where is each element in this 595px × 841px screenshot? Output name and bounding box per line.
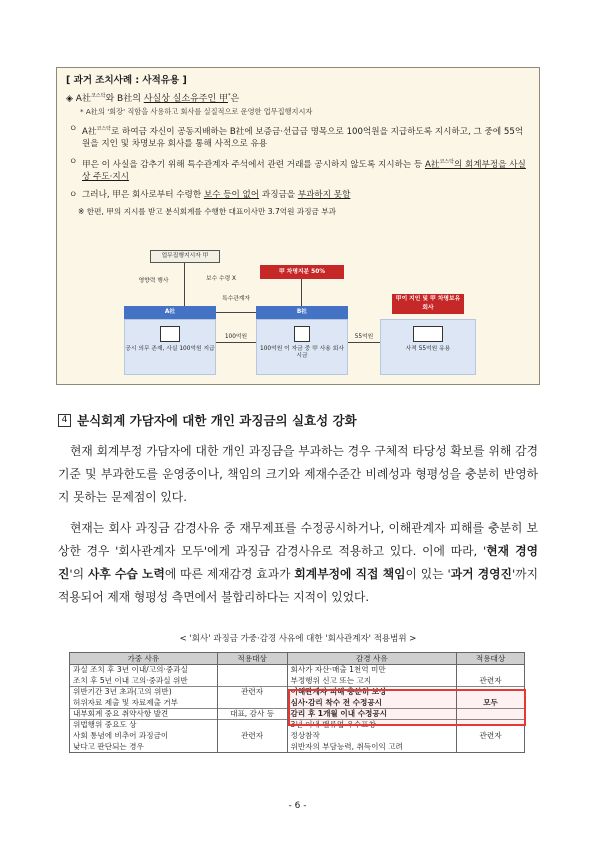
company-b-panel: 100억원 이 자금 중 甲 사용 회사 시금: [256, 319, 348, 375]
no-fee-label: 보수 수령 X: [205, 276, 237, 282]
table-row: 허위자료 제출 및 자료제출 거부 심사·감리 착수 전 수정공시 모두: [70, 698, 525, 709]
building-icon: [294, 326, 310, 342]
building-icon: [160, 326, 180, 342]
table-header-row: [70, 653, 525, 665]
connector: [184, 263, 185, 306]
section-heading: [58, 411, 357, 429]
reduction-rules-table: [69, 652, 525, 753]
section-number: 4: [58, 414, 71, 427]
relation-label: 특수관계자: [222, 296, 250, 302]
instruct-label: 영향력 행사: [138, 278, 169, 284]
amount-arrow-100: [216, 342, 256, 343]
company-b-box: B社: [256, 306, 348, 319]
paragraph-2: 현재는 회사 과징금 감경사유 중 재무제표를 수정공시하거나, 이해관계자 피해를 충분히 보상한 경우 '회사관계자 모두'에게 과징금 감경사유로 적용하고 있다. 이에 따라, '현재 경영진'의 사후 수습 노력에 따른 제재감경 효과가 회계부정에 직접 책임이 있는 '과거 경영진'까지 적용되어 제재 형평성 측면에서 불합리하다는 지적이 있었다.: [58, 521, 539, 604]
amount-55-label: 55억원: [354, 334, 374, 340]
amount-arrow-55: [348, 342, 380, 343]
paragraph-1: 현재 회계부정 가담자에 대한 개인 과징금을 부과하는 경우 구체적 타당성 확보를 위해 감경기준 및 부과한도를 운영중이나, 책임의 크기와 제재수준간 비례성과 형평성을 충분히 반영하지 못하는 문제점이 있다.: [58, 444, 538, 504]
case-diagram: [66, 250, 526, 378]
relation-line: [216, 312, 256, 313]
section-title: 분식회계 가담자에 대한 개인 과징금의 실효성 강화: [77, 413, 357, 428]
table-row: 위법행위 중요도 상 3년 이내 밸류업 우수표창: [70, 720, 525, 731]
target-box: 甲이 지인 및 甲 차명보유 회사: [392, 294, 464, 314]
header-target-1: 적용대상: [217, 653, 287, 665]
header-reduction: 감경 사유: [287, 653, 457, 665]
case-headline: ◈ A社$^{코스닥}$와 B社의 사실상 실소유주인 甲*은: [66, 93, 240, 104]
amount-100-label: 100억원: [224, 334, 248, 340]
table-row: 과실 조치 후 3년 이내/고의·중과실 회사가 자산·매출 1천억 미만: [70, 665, 525, 676]
ownership-box: 甲 차명지분 50%: [260, 265, 344, 279]
case-title: [ 과거 조치사례 : 사적유용 ]: [66, 75, 187, 86]
company-a-panel: 공시 의무 존재, 사실 100억원 지급: [124, 319, 216, 375]
case-item-1: ㅇ A社$^{코스닥}$로 하여금 자신이 공동지배하는 B社에 보증금·선급금 명목으로 100억원을 지급하도록 지시하고, 그 중에 55억원을 지인 및 차명보유 회사를 통해 사적으로 유용: [69, 124, 524, 150]
table-row: 낮다고 판단되는 경우 위반자의 부담능력, 취득이익 고려: [70, 742, 525, 753]
page-number: - 6 -: [288, 801, 307, 811]
target-panel: 사적 55억원 유용: [380, 319, 476, 375]
header-target-2: 적용대상: [457, 653, 525, 665]
table-row: 조치 후 5년 이내 고의·중과실 위반 부정행위 신고 또는 고지 관련자: [70, 676, 525, 687]
exec-box: 업무집행지시자 甲: [150, 250, 220, 263]
company-a-box: A社: [124, 306, 216, 319]
table-row: 위반기간 3년 초과(고의 위반) 관련자 이해관계자 피해 충분히 보상: [70, 687, 525, 698]
header-aggravation: 가중 사유: [70, 653, 218, 665]
table-row: 사회 통념에 비추어 과징금이 관련자 정상참작 관련자: [70, 731, 525, 742]
table-caption: < '회사' 과징금 가중·감경 사유에 대한 '회사관계자' 적용범위 >: [179, 634, 417, 644]
case-footnote: * A社의 '회장' 직함을 사용하고 회사를 실질적으로 운영한 업무집행지시자: [80, 107, 313, 116]
people-icon: [413, 326, 443, 342]
table-row: 내부회계 중요 취약사항 발견 대표, 감사 등 감리 후 1개월 이내 수정공시: [70, 709, 525, 720]
case-item-2: ㅇ 甲은 이 사실을 감추기 위해 특수관계자 주석에서 관련 거래를 공시하지 않도록 지시하는 등 A社$^{코스닥}$의 회계부정을 사실상 주도·지시: [69, 156, 526, 183]
case-note: ※ 한편, 甲의 지시를 받고 분식회계를 수행한 대표이사만 3.7억원 과징금 부과: [78, 207, 336, 217]
case-item-3: ㅇ 그러나, 甲은 회사로부터 수령한 보수 등이 없어 과징금을 부과하지 못함: [69, 189, 351, 200]
diamond-icon: ◈: [66, 94, 73, 104]
connector: [301, 279, 302, 306]
